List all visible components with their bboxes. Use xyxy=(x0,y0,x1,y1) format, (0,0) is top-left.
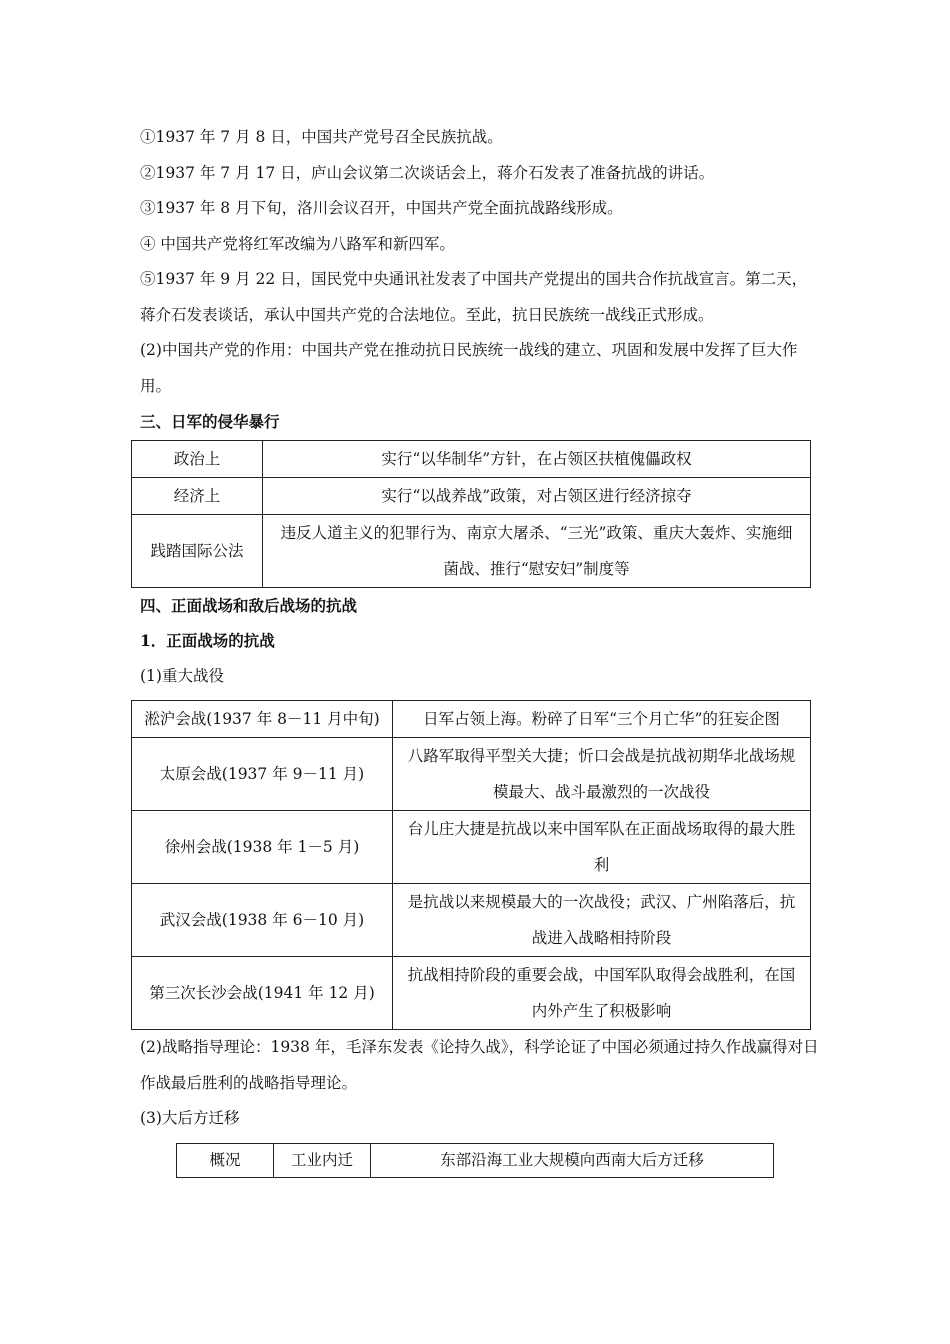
table-row xyxy=(132,477,811,514)
migration-table xyxy=(176,1143,774,1178)
table-cell-label: 政治上 xyxy=(132,440,263,477)
table-cell: 概况 xyxy=(177,1143,274,1177)
atrocities-table xyxy=(131,440,811,588)
table-cell: 东部沿海工业大规模向西南大后方迁移 xyxy=(371,1143,774,1177)
table-row xyxy=(132,514,811,587)
battle-description: 是抗战以来规模最大的一次战役；武汉、广州陷落后，抗战进入战略相持阶段 xyxy=(393,884,811,957)
table-row xyxy=(177,1143,774,1177)
battle-name: 武汉会战(1938 年 6－10 月) xyxy=(132,884,393,957)
battle-description: 八路军取得平型关大捷；忻口会战是抗战初期华北战场规模最大、战斗最激烈的一次战役 xyxy=(393,738,811,811)
battle-description: 抗战相持阶段的重要会战，中国军队取得会战胜利，在国内外产生了积极影响 xyxy=(393,957,811,1030)
battle-description: 日军占领上海。粉碎了日军“三个月亡华”的狂妄企图 xyxy=(393,701,811,738)
paragraph: (1)重大战役 xyxy=(140,666,224,685)
paragraph: ③1937 年 8 月下旬，洛川会议召开，中国共产党全面抗战路线形成。 xyxy=(140,199,623,217)
battle-name: 徐州会战(1938 年 1－5 月) xyxy=(132,811,393,884)
document-page xyxy=(140,120,820,1178)
subsection-heading: 1．正面战场的抗战 xyxy=(140,631,275,650)
paragraph: (3)大后方迁移 xyxy=(140,1109,240,1127)
table-cell: 违反人道主义的犯罪行为、南京大屠杀、“三光”政策、重庆大轰炸、实施细菌战、推行“慰安妇”制度等 xyxy=(263,514,811,587)
paragraph: (2)中国共产党的作用：中国共产党在推动抗日民族统一战线的建立、巩固和发展中发挥了巨大作用。 xyxy=(140,341,798,395)
table-row xyxy=(132,440,811,477)
table-cell: 实行“以华制华”方针，在占领区扶植傀儡政权 xyxy=(263,440,811,477)
battle-description: 台儿庄大捷是抗战以来中国军队在正面战场取得的最大胜利 xyxy=(393,811,811,884)
battle-name: 第三次长沙会战(1941 年 12 月) xyxy=(132,957,393,1030)
table-cell: 工业内迁 xyxy=(274,1143,371,1177)
section-heading: 三、日军的侵华暴行 xyxy=(140,412,280,431)
section-heading: 四、正面战场和敌后战场的抗战 xyxy=(140,595,358,615)
battle-name: 太原会战(1937 年 9－11 月) xyxy=(132,738,393,811)
table-row xyxy=(132,701,811,738)
table-cell: 实行“以战养战”政策，对占领区进行经济掠夺 xyxy=(263,477,811,514)
battle-name: 淞沪会战(1937 年 8－11 月中旬) xyxy=(132,701,393,738)
paragraph: ⑤1937 年 9 月 22 日，国民党中央通讯社发表了中国共产党提出的国共合作抗战宣言。第二天，蒋介石发表谈话，承认中国共产党的合法地位。至此，抗日民族统一战线正式形成。 xyxy=(140,270,808,324)
table-row xyxy=(132,884,811,957)
table-cell-label: 践踏国际公法 xyxy=(132,514,263,587)
table-row xyxy=(132,738,811,811)
paragraph: ①1937 年 7 月 8 日，中国共产党号召全民族抗战。 xyxy=(140,128,503,146)
table-row xyxy=(132,811,811,884)
table-row xyxy=(132,957,811,1030)
table-cell-label: 经济上 xyxy=(132,477,263,514)
battles-table xyxy=(131,700,811,1030)
paragraph: ②1937 年 7 月 17 日，庐山会议第二次谈话会上，蒋介石发表了准备抗战的讲话。 xyxy=(140,163,715,182)
paragraph: (2)战略指导理论：1938 年，毛泽东发表《论持久战》，科学论证了中国必须通过持久作战赢得对日作战最后胜利的战略指导理论。 xyxy=(140,1038,819,1092)
paragraph: ④ 中国共产党将红军改编为八路军和新四军。 xyxy=(140,234,455,253)
